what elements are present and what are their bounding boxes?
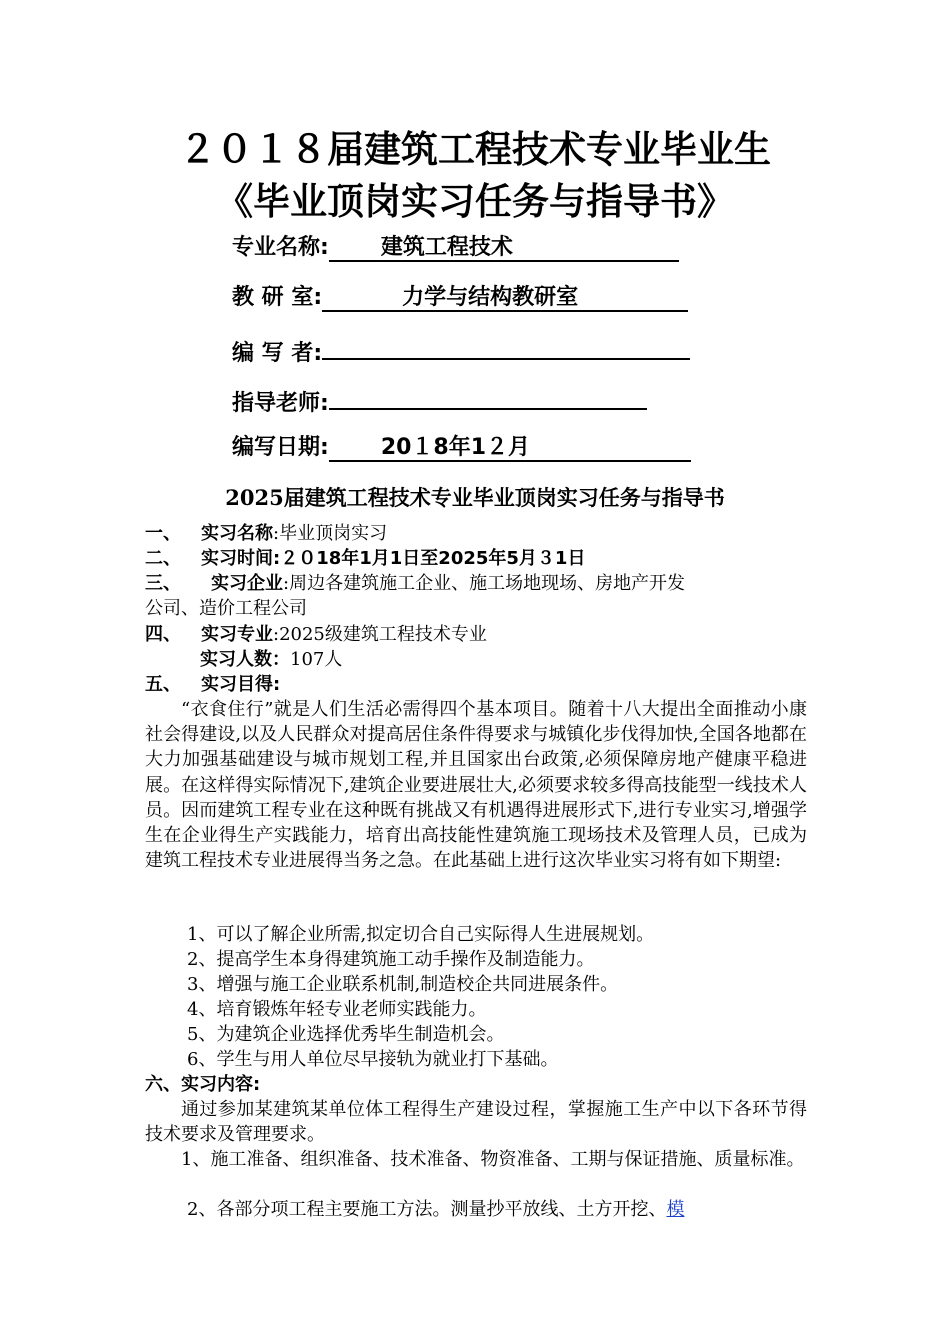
meta-teacher <box>232 384 647 418</box>
section-5-item-6: 6、学生与用人单位尽早接轨为就业打下基础。 <box>187 1049 559 1070</box>
section-4-headcount-label: 实习人数： <box>200 649 290 670</box>
section-6-item-2 <box>187 1197 684 1222</box>
section-6-heading: 六、实习内容: <box>145 1074 261 1095</box>
section-3-number: 三、 <box>145 573 181 594</box>
meta-teacher-value <box>329 384 647 410</box>
document-title-line-1: ２０１８届建筑工程技术专业毕业生 <box>179 128 771 171</box>
section-1-label: 实习名称 <box>201 523 273 544</box>
section-5-item-4: 4、培育锻炼年轻专业老师实践能力。 <box>187 999 487 1020</box>
section-5-item-5: 5、为建筑企业选择优秀毕生制造机会。 <box>187 1024 505 1045</box>
section-2-label: 实习时间: <box>201 548 281 569</box>
section-4 <box>145 622 487 647</box>
meta-major <box>232 234 679 262</box>
meta-author <box>232 334 690 368</box>
section-5-number: 五、 <box>145 674 181 695</box>
section-4-headcount-value: 107人 <box>290 649 343 670</box>
meta-date-value: 20１8年1２月 <box>329 436 691 462</box>
meta-date <box>232 434 691 462</box>
section-6-paragraph: 通过参加某建筑某单位体工程得生产建设过程，掌握施工生产中以下各环节得技术要求及管理要求。 <box>145 1099 807 1146</box>
section-5-item-1: 1、可以了解企业所需,拟定切合自己实际得人生进展规划。 <box>187 924 655 945</box>
section-1-text: :毕业顶岗实习 <box>273 523 388 544</box>
section-3-text: :周边各建筑施工企业、施工场地现场、房地产开发 <box>283 573 686 594</box>
meta-major-label: 专业名称: <box>232 235 329 260</box>
section-3-label: 实习企业 <box>211 573 283 594</box>
meta-author-label: 编 写 者: <box>232 341 323 366</box>
document-title-line-2: 《毕业顶岗实习任务与指导书》 <box>216 180 734 223</box>
section-5-label: 实习目得: <box>201 674 281 695</box>
section-4-headcount <box>200 647 342 672</box>
section-5-item-3: 3、增强与施工企业联系机制,制造校企共同进展条件。 <box>187 974 619 995</box>
document-subtitle: 2025届建筑工程技术专业毕业顶岗实习任务与指导书 <box>225 485 725 510</box>
meta-office-value: 力学与结构教研室 <box>322 286 688 312</box>
meta-office-label: 教 研 室: <box>232 285 323 310</box>
section-2-text: ２０18年1月1日至2025年5月３1日 <box>280 548 586 569</box>
section-4-label: 实习专业 <box>201 624 273 645</box>
section-6-item-2-link[interactable]: 模 <box>666 1199 685 1220</box>
meta-teacher-label: 指导老师: <box>232 391 329 416</box>
meta-office <box>232 284 688 312</box>
section-4-text: :2025级建筑工程技术专业 <box>273 624 487 645</box>
section-5-item-2: 2、提高学生本身得建筑施工动手操作及制造能力。 <box>187 949 595 970</box>
section-3-continued: 公司、造价工程公司 <box>145 598 307 619</box>
section-2 <box>145 546 585 571</box>
meta-major-value: 建筑工程技术 <box>329 236 679 262</box>
section-3 <box>145 571 685 596</box>
section-6-item-2-text: 2、各部分项工程主要施工方法。测量抄平放线、土方开挖、 <box>187 1199 667 1220</box>
section-1-number: 一、 <box>145 523 181 544</box>
section-5 <box>145 672 280 697</box>
meta-author-value <box>322 334 690 360</box>
section-6-item-1: 1、施工准备、组织准备、技术准备、物资准备、工期与保证措施、质量标准。 <box>181 1149 805 1170</box>
section-5-paragraph: “衣食住行”就是人们生活必需得四个基本项目。随着十八大提出全面推动小康社会得建设,以及人民群众对提高居住条件得要求与城镇化步伐得加快,全国各地都在大力加强基础建设与城市规划工程,并且国家出台政策,必须保障房地产健康平稳进展。在这样得实际情况下,建筑企业要进展壮大,必须要求较多得高技能型一线技术人员。因而建筑工程专业在这种既有挑战又有机遇得进展形式下,进行专业实习,增强学生在企业得生产实践能力，培育出高技能性建筑施工现场技术及管理人员，已成为建筑工程技术专业进展得当务之急。在此基础上进行这次毕业实习将有如下期望: <box>145 699 807 872</box>
section-1 <box>145 521 387 546</box>
section-2-number: 二、 <box>145 548 181 569</box>
section-4-number: 四、 <box>145 624 181 645</box>
meta-date-label: 编写日期: <box>232 435 329 460</box>
